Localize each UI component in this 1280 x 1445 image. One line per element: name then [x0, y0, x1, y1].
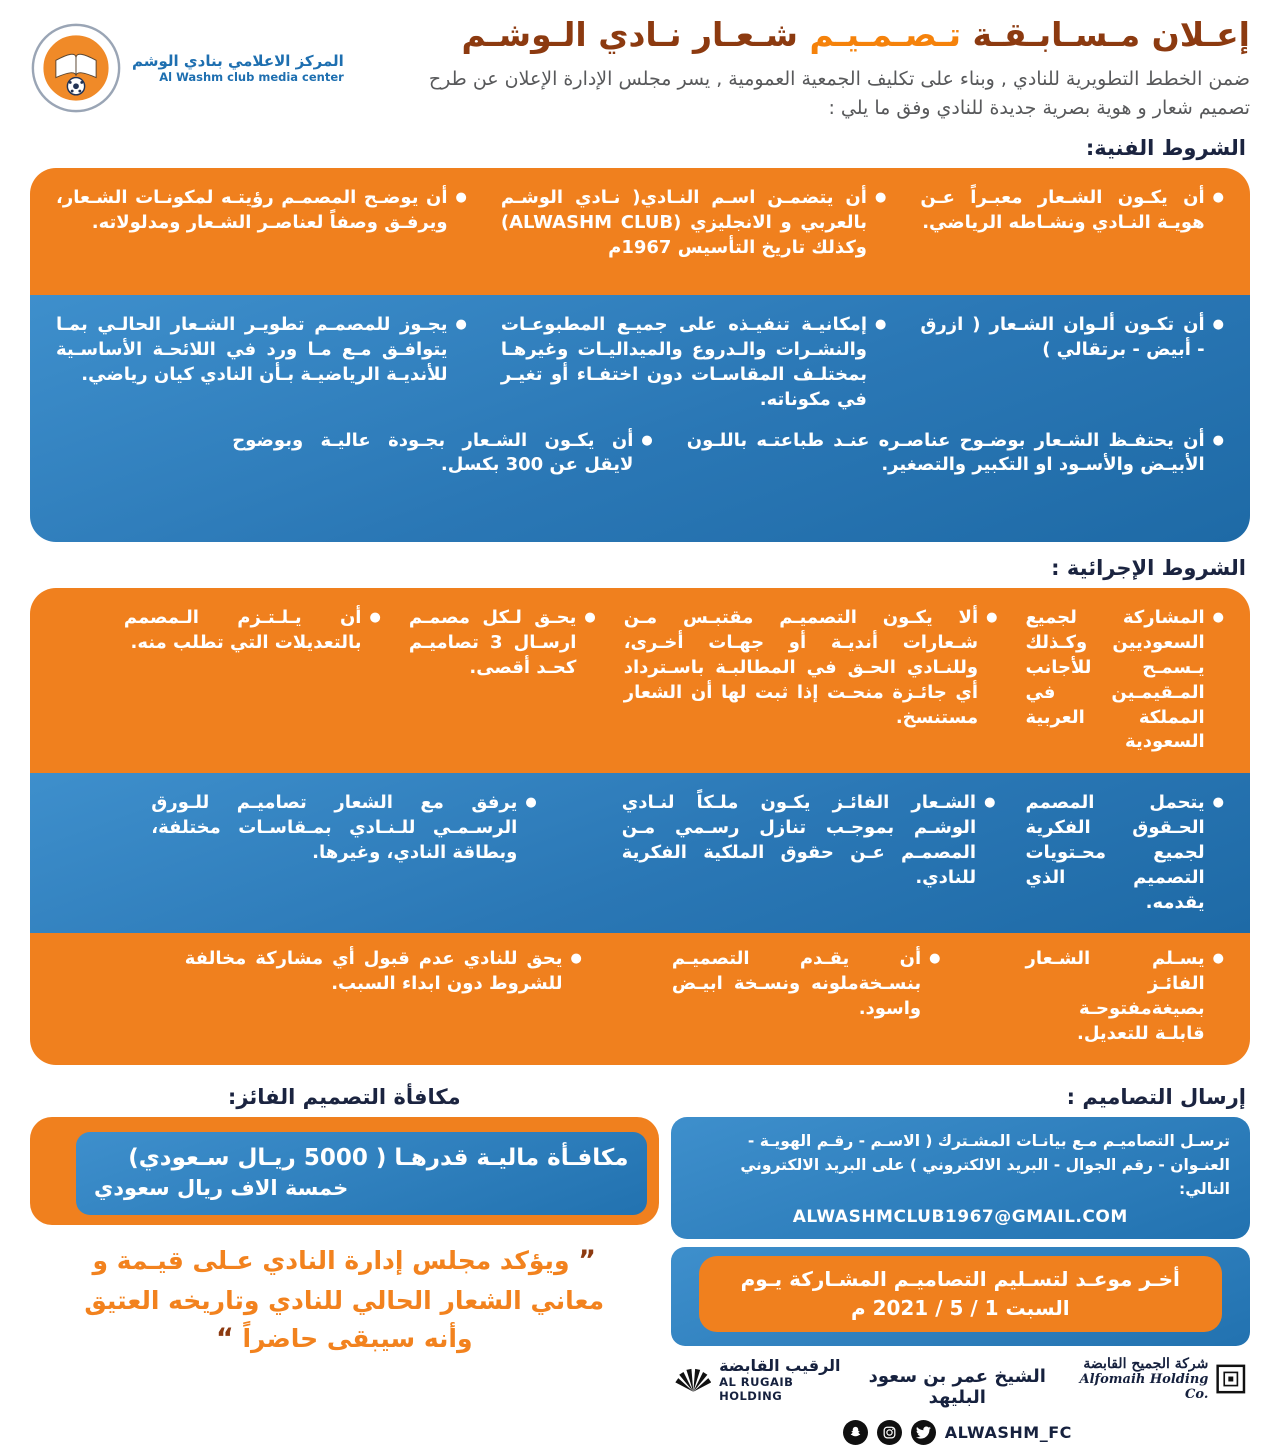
club-media-logo	[30, 14, 360, 114]
sponsor-person-name: الشيخ عمر بن سعود البليهد	[868, 1365, 1046, 1408]
bullet-icon	[1213, 313, 1224, 338]
list-item: ● يسـلم الشـعار الفائـز بصيغةمفتوحـة قابلـة للتعديل.	[1025, 947, 1224, 1046]
deadline-line-2: السبت 1 / 5 / 2021 م	[850, 1295, 1070, 1320]
rugaib-name-en: AL RUGAIB HOLDING	[719, 1374, 794, 1403]
list-item: ● أن يكـون الشـعار معبـراً عـن هويـة النـادي ونشـاطه الرياضي.	[920, 186, 1224, 260]
alfomaih-name-ar: شركة الجميح القابضة	[1083, 1355, 1209, 1372]
submission-email: ALWASHMCLUB1967@GMAIL.COM	[792, 1206, 1128, 1227]
title-part-2: تـصـمـيـم	[797, 15, 961, 54]
list-item: ● يتحمل المصمم الحـقوق الفكرية لجميع محـتويات التصميم الذي يقدمه.	[1025, 791, 1224, 915]
reward-box	[30, 1117, 659, 1226]
list-item: ● يجـوز للمصمـم تطويـر الشـعار الحالـي بمـا يتوافـق مـع مـا ورد في اللائحـة الأساسـية للأنديـة الرياضيـة بـأن النادي كيان رياضي.	[56, 313, 467, 412]
technical-heading: الشروط الفنية:	[1085, 136, 1246, 161]
bullet-icon	[525, 791, 536, 816]
list-item: ● أن يحتفـظ الشـعار بوضـوح عناصـره عنـد طباعتـه باللـون الأبيـض والأسـود او التكبير والتصغير.	[687, 429, 1224, 479]
submission-body: ترسـل التصاميـم مـع بيانـات المشـترك ( الاسـم - رقـم الهويـة - العنـوان - رقم الجوال - البريد الالكتروني ) على البريد الالكتروني التالي:	[740, 1131, 1230, 1198]
bullet-icon	[875, 313, 886, 338]
list-item: ● أن يكـون الشـعار بجـودة عاليـة وبوضوح لايقل عن 300 بكسل.	[232, 429, 652, 479]
club-badge-icon	[30, 22, 122, 114]
footer	[671, 1356, 1251, 1445]
bullet-icon	[456, 186, 467, 211]
quote-close-mark: “	[216, 1323, 234, 1355]
list-item: ● يحـق لـكل مصمـم ارسـال 3 تصاميـم كحـد أقصى.	[409, 606, 596, 755]
technical-group	[30, 168, 1250, 542]
procedural-blue-band	[30, 773, 1250, 933]
deadline-box	[699, 1256, 1223, 1332]
social-handle: ALWASHM_FC	[944, 1422, 1072, 1442]
bullet-icon	[986, 606, 997, 631]
submission-box	[671, 1117, 1251, 1239]
intro-text: ضمن الخطط التطويرية للنادي , وبناء على تكليف الجمعية العمومية , يسر مجلس الإدارة الإعلان عن طرح تصميم شعار و هوية بصرية جديدة للنادي وفق ما يلي :	[428, 68, 1250, 119]
bullet-icon	[1213, 791, 1224, 816]
procedural-orange-band	[30, 588, 1250, 773]
submission-column	[671, 1071, 1251, 1445]
reward-amount: مكافـأة ماليـة قدرهـا ( 5000 ريـال سـعودي)	[128, 1144, 629, 1171]
procedural-orange-band-2	[30, 933, 1250, 1064]
list-item: ● المشاركة لجميع السعوديين وكـذلك يـسمـح للأجانب المـقيمـين في المملكة العربية السعودية	[1025, 606, 1224, 755]
list-item: ● يحق للنادي عدم قبول أي مشاركة مخالفة للشروط دون ابداء السبب.	[185, 947, 582, 1046]
bullet-icon	[1213, 947, 1224, 972]
bullet-icon	[641, 429, 652, 454]
title-block	[360, 14, 1250, 122]
twitter-icon	[911, 1420, 936, 1445]
alfomaih-name-en: Alfomaih Holding Co.	[1079, 1371, 1209, 1402]
reward-column	[30, 1071, 659, 1445]
snapchat-icon	[843, 1420, 868, 1445]
reward-heading: مكافأة التصميم الفائز:	[227, 1084, 461, 1109]
bullet-icon	[456, 313, 467, 338]
list-item: ● أن يتضمـن اسـم النـادي( نـادي الوشـم بالعربي و الانجليزي (ALWASHM CLUB) وكذلك تاريخ التأسيس 1967م	[501, 186, 886, 260]
list-item: ● أن تكـون ألـوان الشـعار ( ازرق - أبيض - برتقالي )	[920, 313, 1224, 412]
sponsor-person	[843, 1356, 1072, 1445]
bullet-icon	[1213, 186, 1224, 211]
procedural-heading: الشروط الإجرائية :	[1051, 556, 1246, 581]
technical-blue-band	[30, 295, 1250, 542]
bottom-section	[30, 1071, 1250, 1445]
bullet-icon	[1213, 429, 1224, 454]
rugaib-name-ar: الرقيب القابضة	[719, 1355, 841, 1375]
bullet-icon	[875, 186, 886, 211]
alfomaih-logo	[1072, 1356, 1246, 1402]
list-item: ● أن يـلـتـزم الـمصمم بالتعديلات التي تطلب منه.	[124, 606, 381, 755]
board-quote	[30, 1241, 659, 1360]
bullet-icon	[584, 606, 595, 631]
deadline-line-1: أخـر موعـد لتسـليم التصاميـم المشـاركة يـوم	[740, 1266, 1180, 1291]
deadline-container	[671, 1247, 1251, 1346]
bullet-icon	[929, 947, 940, 972]
alfomaih-mark-icon	[1216, 1362, 1246, 1396]
bullet-icon	[984, 791, 995, 816]
procedural-group	[30, 588, 1250, 1064]
reward-amount-words: خمسة الاف ريال سعودي	[94, 1175, 349, 1200]
rugaib-logo	[675, 1356, 843, 1403]
quote-open-mark: ”	[578, 1245, 596, 1277]
bullet-icon	[570, 947, 581, 972]
list-item: ● يرفق مع الشعار تصاميـم للـورق الرسـمـي للـنـادي بمـقاسـات مختلفة، وبطاقة النادي، وغيرها.	[151, 791, 536, 915]
list-item: ● إمكانيـة تنفيـذه على جميـع المطبوعـات والنشـرات والـدروع والميداليـات وغيرهـا بمختلـف المقاسـات دون اختفـاء أو تغيـر في مكوناته.	[501, 313, 886, 412]
bullet-icon	[1213, 606, 1224, 631]
social-row	[843, 1420, 1072, 1445]
technical-orange-band	[30, 168, 1250, 295]
media-center-name-ar: المركز الاعلامي بنادي الوشم	[132, 52, 344, 70]
list-item: ● الشـعار الفائـز يكـون ملـكاً لنـادي الوشـم بموجـب تنازل رسـمي مـن المصمـم عـن حقوق الملكية الفكرية للنادي.	[622, 791, 996, 915]
list-item: ● ألا يكـون التصميـم مقتبـس مـن شـعارات أنديـة أو جهـات أخـرى، وللنـادي الحـق في المطالبـة باسـترداد أي جائـزة منحـت إذا ثبت لها أن الشعار مستنسخ.	[624, 606, 998, 755]
title-part-1: إعـلان مـسـابـقـة	[960, 15, 1250, 54]
bullet-icon	[369, 606, 380, 631]
list-item: ● أن يوضـح المصمـم رؤيتـه لمكونـات الشـعار، ويرفـق وصفاً لعناصـر الشـعار ومدلولاته.	[56, 186, 467, 260]
list-item: ● أن يقـدم التصميـم بنسـخةملونه ونسـخة ابيـض واسود.	[672, 947, 941, 1046]
rugaib-fan-icon	[675, 1358, 712, 1400]
header	[30, 14, 1250, 122]
instagram-icon	[877, 1420, 902, 1445]
submission-heading: إرسال التصاميم :	[1066, 1084, 1246, 1109]
page-title	[360, 14, 1250, 55]
media-center-name-en: Al Washm club media center	[159, 70, 344, 84]
quote-text: ويؤكد مجلس إدارة النادي عـلى قيـمة و معاني الشعار الحالي للنادي وتاريخه العتيق وأنه سيبقى حاضراً	[84, 1246, 605, 1354]
title-part-3: شـعـار نـادي الـوشـم	[461, 15, 798, 54]
